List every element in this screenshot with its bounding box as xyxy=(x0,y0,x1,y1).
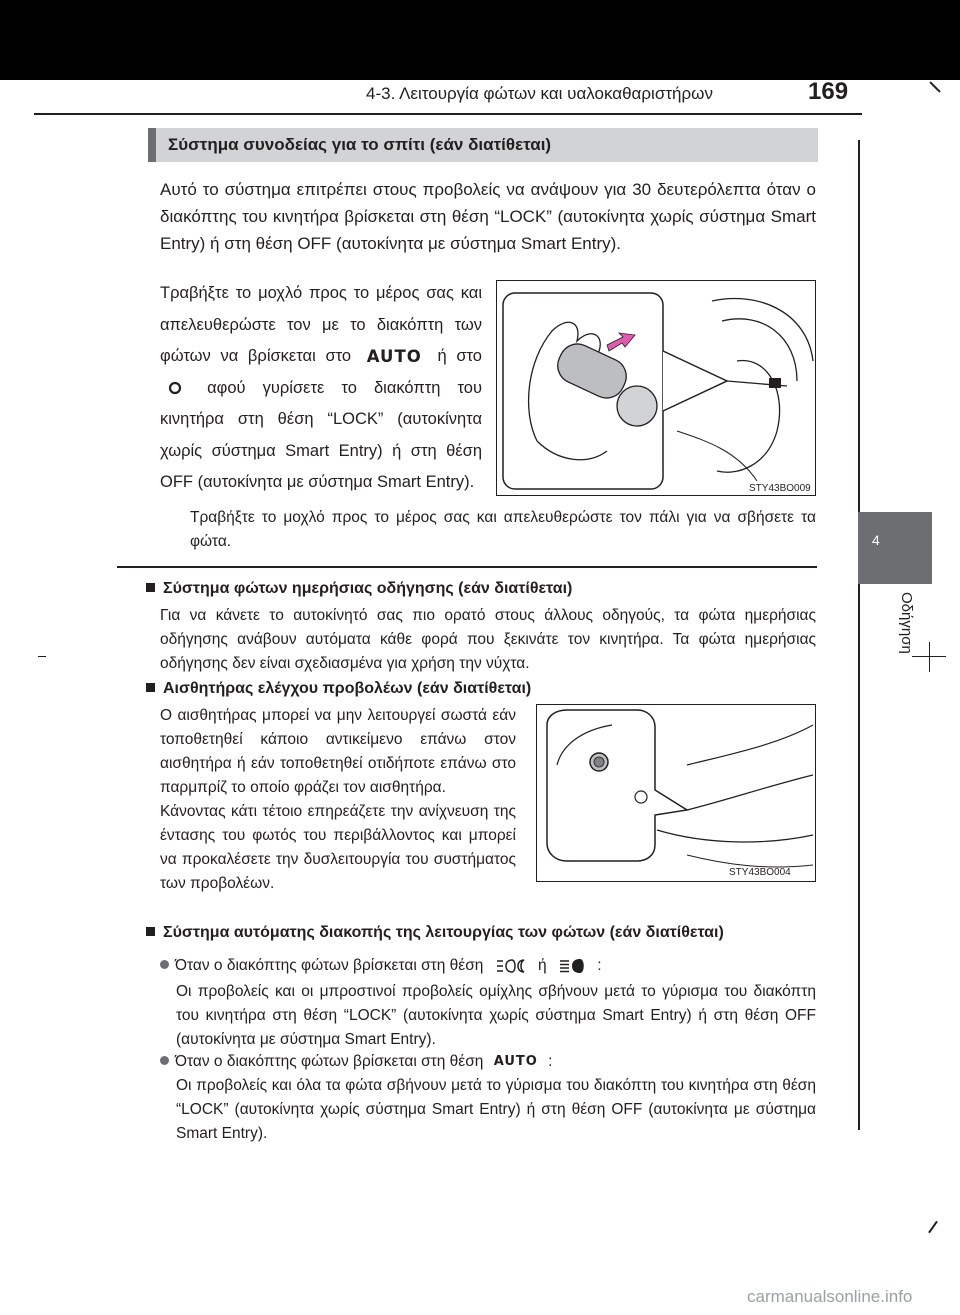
lever-illustration xyxy=(497,281,815,495)
auto-off-bullet-1-lead xyxy=(160,954,816,978)
sensor-figure-code: STY43BO004 xyxy=(729,867,791,878)
section-heading xyxy=(148,128,818,162)
square-bullet-icon xyxy=(146,683,155,692)
round-bullet-icon xyxy=(160,960,169,969)
bullet-2-colon: : xyxy=(548,1053,553,1071)
page-number: 169 xyxy=(808,78,849,105)
bullet-1-lead-text: Όταν ο διακόπτης φώτων βρίσκεται στη θέση xyxy=(175,957,484,974)
lever-instruction-sto: στο xyxy=(456,347,482,366)
crop-mark-bottom-right xyxy=(928,1221,938,1234)
daytime-text: Για να κάνετε το αυτοκίνητό σας πιο ορατό στους άλλους οδηγούς, τα φώτα ημερήσιας οδήγησης ανάβουν αυτόματα κάθε φορά που ξεκινάτε τον κινητήρα. Τα φώτα ημερήσιας οδήγησης δεν είναι σχεδιασμένα για χρήση την νύχτα. xyxy=(160,607,816,672)
headlights-icon xyxy=(557,958,587,974)
watermark: carmanualsonline.info xyxy=(747,1287,913,1306)
auto-off-heading xyxy=(146,924,724,942)
sensor-heading-text: Αισθητήρας ελέγχου προβολέων (εάν διατίθεται) xyxy=(163,680,532,697)
bullet-2-lead-text: Όταν ο διακόπτης φώτων βρίσκεται στη θέση xyxy=(175,1053,484,1071)
registration-mark-left xyxy=(38,656,46,657)
auto-position-label: AUTO xyxy=(366,347,422,366)
round-bullet-icon xyxy=(160,1056,169,1065)
auto-off-bullet-2-text: Οι προβολείς και όλα τα φώτα σβήνουν μετά το γύρισμα του διακόπτη του κινητήρα στη θέση “LOCK” (αυτοκίνητα χωρίς σύστημα Smart Entry) ή στη θέση OFF (αυτοκίνητα με σύστημα Smart Entry). xyxy=(176,1077,816,1142)
section-divider xyxy=(117,566,817,568)
lever-note: Τραβήξτε το μοχλό προς το μέρος σας και απελευθερώστε τον πάλι για να σβήσετε τα φώτα. xyxy=(190,509,816,550)
sensor-illustration xyxy=(537,705,815,881)
sensor-figure xyxy=(536,704,816,882)
parking-lights-icon xyxy=(494,958,528,974)
off-position-icon xyxy=(166,379,184,397)
lever-instruction xyxy=(160,278,482,499)
daytime-heading xyxy=(146,580,572,598)
lever-figure-code: STY43BO009 xyxy=(749,483,811,494)
sensor-heading xyxy=(146,680,531,698)
chapter-title: 4-3. Λειτουργία φώτων και υαλοκαθαριστήρων xyxy=(366,84,713,103)
auto-position-icon: AUTO xyxy=(493,1054,538,1069)
lever-instruction-part1: Τραβήξτε το μοχλό προς το μέρος σας και απελευθερώστε τον με το διακόπτη των φώτων να βρίσκεται στο xyxy=(160,284,482,366)
auto-off-bullet-1-text: Οι προβολείς και οι μπροστινοί προβολείς ομίχλης σβήνουν μετά το γύρισμα του διακόπτη του κινητήρα στη θέση “LOCK” (αυτοκίνητα χωρίς σύστημα Smart Entry) ή στη θέση OFF (αυτοκίνητα με σύστημα Smart Entry). xyxy=(176,983,816,1048)
lever-instruction-part2: αφού γυρίσετε το διακόπτη του κινητήρα στη θέση “LOCK” (αυτοκίνητα χωρίς σύστημα Smart Entry) ή στη θέση OFF (αυτοκίνητα με σύστημα Smart Entry). xyxy=(160,378,482,492)
lever-instruction-or: ή xyxy=(437,347,447,366)
chapter-side-label-text: Οδήγηση xyxy=(898,592,915,654)
bullet-1-colon: : xyxy=(597,957,602,974)
square-bullet-icon xyxy=(146,583,155,592)
section-heading-text: Σύστημα συνοδείας για το σπίτι (εάν διατίθεται) xyxy=(168,135,552,154)
auto-off-bullet-2-lead xyxy=(160,1050,816,1074)
daytime-heading-text: Σύστημα φώτων ημερήσιας οδήγησης (εάν διατίθεται) xyxy=(163,580,573,597)
bullet-1-or: ή xyxy=(538,957,547,974)
chapter-tab[interactable] xyxy=(858,512,932,584)
section-intro: Αυτό το σύστημα επιτρέπει στους προβολείς να ανάψουν για 30 δευτερόλεπτα όταν ο διακόπτης του κινητήρα βρίσκεται στη θέση “LOCK” (αυτοκίνητα χωρίς σύστημα Smart Entry) ή στη θέση OFF (αυτοκίνητα με σύστημα Smart Entry). xyxy=(160,180,816,253)
lever-figure xyxy=(496,280,816,496)
sensor-text-1: Ο αισθητήρας μπορεί να μην λειτουργεί σωστά εάν τοποθετηθεί κάποιο αντικείμενο επάνω στον αισθητήρα ή εάν τοποθετηθεί οτιδήποτε επάνω στο παρμπρίζ το οποίο φράζει τον αισθητήρα. xyxy=(160,707,516,796)
crop-mark-top-right xyxy=(929,81,940,92)
square-bullet-icon xyxy=(146,927,155,936)
auto-off-heading-text: Σύστημα αυτόματης διακοπής της λειτουργίας των φώτων (εάν διατίθεται) xyxy=(163,924,724,941)
header-rule xyxy=(34,113,862,115)
top-black-bar xyxy=(0,0,960,80)
chapter-tab-number: 4 xyxy=(872,532,880,548)
sensor-text-2: Κάνοντας κάτι τέτοιο επηρεάζετε την ανίχνευση της έντασης του φωτός του περιβάλλοντος και μπορεί να προκαλέσετε την δυσλειτουργία του συστήματος των προβολέων. xyxy=(160,803,516,892)
chapter-side-label xyxy=(850,592,940,682)
